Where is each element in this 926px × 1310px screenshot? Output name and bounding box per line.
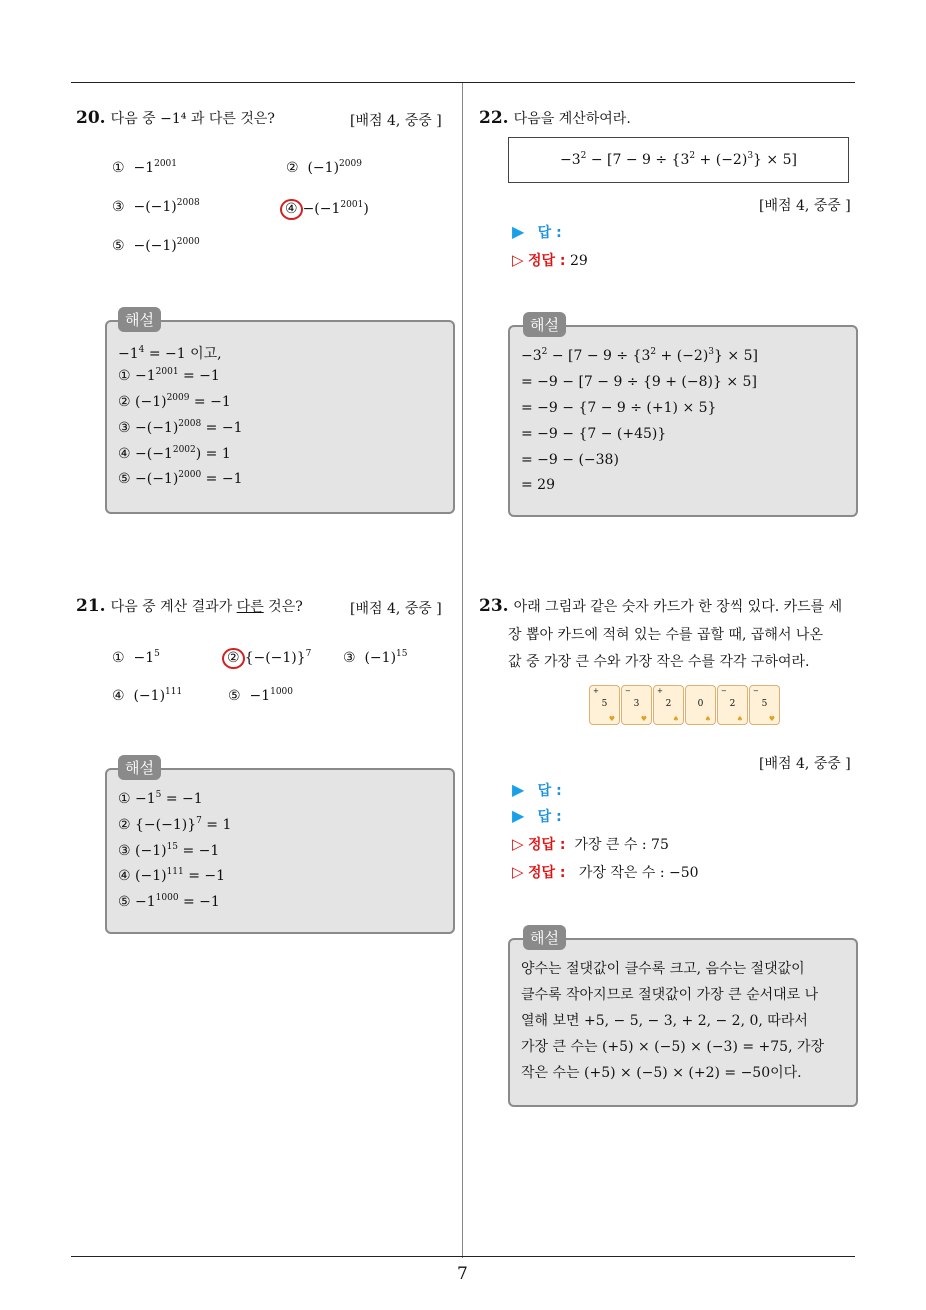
explanation-line: 작은 수는 (+5) × (−5) × (+2) = −50이다. bbox=[521, 1065, 802, 1081]
score-meta: [배점 4, 중중 ] bbox=[350, 113, 442, 129]
score-meta: [배점 4, 중중 ] bbox=[759, 756, 851, 772]
correct-answer-row bbox=[512, 834, 669, 854]
option-1[interactable] bbox=[112, 160, 177, 176]
option-exponent: 15 bbox=[396, 649, 408, 659]
option-3[interactable] bbox=[112, 199, 200, 215]
correct-value: 가장 작은 수 : −50 bbox=[578, 865, 699, 881]
column-divider bbox=[462, 83, 463, 1258]
correct-label: 정답 : bbox=[528, 865, 566, 881]
spade-icon: ♠ bbox=[672, 715, 679, 723]
triangle-outline-icon: ▷ bbox=[512, 251, 524, 269]
question-number: 22. bbox=[479, 108, 509, 128]
spade-icon: ♠ bbox=[704, 715, 711, 723]
option-5[interactable] bbox=[112, 238, 200, 254]
number-card: 0 ♠ bbox=[685, 685, 716, 725]
bottom-rule bbox=[71, 1256, 855, 1257]
question-text: 다음을 계산하여라. bbox=[513, 111, 631, 127]
question-22 bbox=[479, 108, 631, 128]
correct-value: 29 bbox=[569, 253, 588, 269]
option-exponent: 2009 bbox=[339, 159, 362, 169]
question-text: 다음 중 −1⁴ 과 다른 것은? bbox=[110, 111, 275, 127]
heart-icon: ♥ bbox=[608, 715, 615, 723]
question-number: 20. bbox=[76, 108, 106, 128]
option-mark: ① bbox=[112, 160, 125, 176]
explanation-line: ① $-1^5 = -1$ bbox=[118, 790, 203, 807]
number-card: + 2 ♠ bbox=[653, 685, 684, 725]
option-exponent: 2000 bbox=[176, 237, 200, 247]
explanation-line: ② $(-1)^{2009} = -1$ bbox=[118, 393, 231, 410]
answer-label: 답 : bbox=[537, 783, 562, 799]
option-mark: ⑤ bbox=[228, 688, 241, 704]
explanation-line: ⑤ $-(-1)^{2000} = -1$ bbox=[118, 470, 243, 487]
explanation-line: ④ $-(-1^{2002}) = 1$ bbox=[118, 445, 231, 462]
answer-row[interactable] bbox=[512, 806, 562, 826]
explanation-line: ① $-1^{2001} = -1$ bbox=[118, 367, 220, 384]
option-mark: ① bbox=[112, 650, 125, 666]
explanation-line: = −9 − {7 − 9 ÷ (+1) × 5} bbox=[521, 400, 717, 416]
option-expr: −(−1) bbox=[133, 199, 177, 215]
option-expr: (−1) bbox=[364, 650, 397, 666]
explanation-tag: 해설 bbox=[523, 312, 566, 337]
explanation-tag: 해설 bbox=[523, 925, 566, 950]
top-rule bbox=[71, 82, 855, 83]
option-3[interactable] bbox=[343, 650, 407, 666]
option-mark: ② bbox=[227, 650, 240, 666]
answer-row[interactable] bbox=[512, 222, 562, 242]
score-meta: [배점 4, 중중 ] bbox=[759, 198, 851, 214]
triangle-outline-icon: ▷ bbox=[512, 863, 524, 881]
option-expr: (−1) bbox=[133, 688, 166, 704]
option-expr: (−1) bbox=[307, 160, 340, 176]
question-21 bbox=[76, 596, 303, 616]
option-4[interactable] bbox=[286, 199, 369, 220]
explanation-line: ⑤ $-1^{1000} = -1$ bbox=[118, 893, 220, 910]
question-number: 23. bbox=[479, 596, 509, 616]
option-exponent: 2001 bbox=[340, 200, 364, 210]
answer-row[interactable] bbox=[512, 780, 562, 800]
option-exponent: 1000 bbox=[270, 687, 294, 697]
option-1[interactable] bbox=[112, 650, 160, 666]
question-text-line: 장 뽑아 카드에 적혀 있는 수를 곱할 때, 곱해서 나온 bbox=[508, 627, 823, 643]
option-exponent: 111 bbox=[165, 687, 183, 697]
option-expr: −(−1) bbox=[133, 238, 177, 254]
number-card: − 5 ♥ bbox=[749, 685, 780, 725]
option-mark: ④ bbox=[112, 688, 125, 704]
number-card: + 5 ♥ bbox=[589, 685, 620, 725]
correct-answer-row bbox=[512, 250, 588, 270]
correct-label: 정답 : bbox=[528, 253, 566, 269]
correct-answer-row bbox=[512, 862, 699, 882]
option-mark: ⑤ bbox=[112, 238, 125, 254]
explanation-tag: 해설 bbox=[118, 307, 161, 332]
option-expr: −1 bbox=[249, 688, 271, 704]
explanation-line: ④ $(-1)^{111} = -1$ bbox=[118, 867, 226, 884]
option-mark: ③ bbox=[343, 650, 356, 666]
explanation-line: ③ $-(-1)^{2008} = -1$ bbox=[118, 419, 243, 436]
option-exponent: 5 bbox=[154, 649, 160, 659]
correct-label: 정답 : bbox=[528, 837, 566, 853]
explanation-line: ③ $(-1)^{15} = -1$ bbox=[118, 842, 220, 859]
number-card: − 3 ♥ bbox=[621, 685, 652, 725]
option-2[interactable] bbox=[286, 160, 362, 176]
number-card: − 2 ♠ bbox=[717, 685, 748, 725]
spade-icon: ♠ bbox=[736, 715, 743, 723]
explanation-line: 양수는 절댓값이 클수록 크고, 음수는 절댓값이 bbox=[521, 961, 805, 977]
option-exponent: 2001 bbox=[154, 159, 178, 169]
explanation-line: = −9 − (−38) bbox=[521, 452, 619, 468]
option-expr: {−(−1)} bbox=[244, 650, 306, 666]
explanation-line: $-3^2 - [7 - 9 \div \{3^2 + (-2)^3\} \times 5]$ bbox=[521, 347, 758, 364]
question-number: 21. bbox=[76, 596, 106, 616]
question-text-line: 아래 그림과 같은 숫자 카드가 한 장씩 있다. 카드를 세 bbox=[513, 599, 843, 615]
option-5[interactable] bbox=[228, 688, 293, 704]
question-23 bbox=[479, 596, 842, 616]
question-text-line: 값 중 가장 큰 수와 가장 작은 수를 각각 구하여라. bbox=[508, 654, 810, 670]
option-exponent: 7 bbox=[305, 649, 312, 659]
option-mark: ④ bbox=[285, 201, 298, 217]
option-expr: −(−1 bbox=[302, 201, 341, 217]
option-mark: ③ bbox=[112, 199, 125, 215]
explanation-line: = −9 − [7 − 9 ÷ {9 + (−8)} × 5] bbox=[521, 374, 757, 390]
score-meta: [배점 4, 중중 ] bbox=[350, 601, 442, 617]
answer-label: 답 : bbox=[537, 225, 562, 241]
explanation-line: $-1^4 = -1$ 이고, bbox=[118, 345, 222, 362]
option-2[interactable] bbox=[228, 648, 311, 669]
selected-answer-circle bbox=[222, 648, 245, 669]
explanation-line: 가장 큰 수는 (+5) × (−5) × (−3) = +75, 가장 bbox=[521, 1039, 825, 1055]
heart-icon: ♥ bbox=[768, 715, 775, 723]
heart-icon: ♥ bbox=[640, 715, 647, 723]
selected-answer-circle bbox=[280, 199, 303, 220]
question-text: 다음 중 계산 결과가 다른 것은? bbox=[110, 599, 303, 615]
page-number: 7 bbox=[457, 1264, 468, 1284]
option-tail: ) bbox=[363, 201, 369, 217]
option-mark: ② bbox=[286, 160, 299, 176]
option-exponent: 2008 bbox=[176, 198, 200, 208]
triangle-icon: ▶ bbox=[512, 780, 525, 799]
triangle-icon: ▶ bbox=[512, 222, 525, 241]
question-20 bbox=[76, 108, 275, 128]
explanation-line: = 29 bbox=[521, 477, 555, 493]
triangle-icon: ▶ bbox=[512, 806, 525, 825]
option-4[interactable] bbox=[112, 688, 182, 704]
explanation-line: 열해 보면 +5, − 5, − 3, + 2, − 2, 0, 따라서 bbox=[521, 1013, 808, 1029]
explanation-tag: 해설 bbox=[118, 755, 161, 780]
triangle-outline-icon: ▷ bbox=[512, 835, 524, 853]
answer-label: 답 : bbox=[537, 809, 562, 825]
explanation-line: 클수록 작아지므로 절댓값이 가장 큰 순서대로 나 bbox=[521, 987, 819, 1003]
correct-value: 가장 큰 수 : 75 bbox=[574, 837, 669, 853]
number-cards bbox=[589, 685, 781, 727]
option-expr: −1 bbox=[133, 160, 155, 176]
explanation-line: = −9 − {7 − (+45)} bbox=[521, 426, 667, 442]
option-expr: −1 bbox=[133, 650, 155, 666]
expression-box: $-3^2 - [7 - 9 \div \{3^2 + (-2)^3\} \times 5]$ bbox=[508, 137, 849, 183]
explanation-line: ② $\{-(-1)\}^7 = 1$ bbox=[118, 816, 232, 833]
